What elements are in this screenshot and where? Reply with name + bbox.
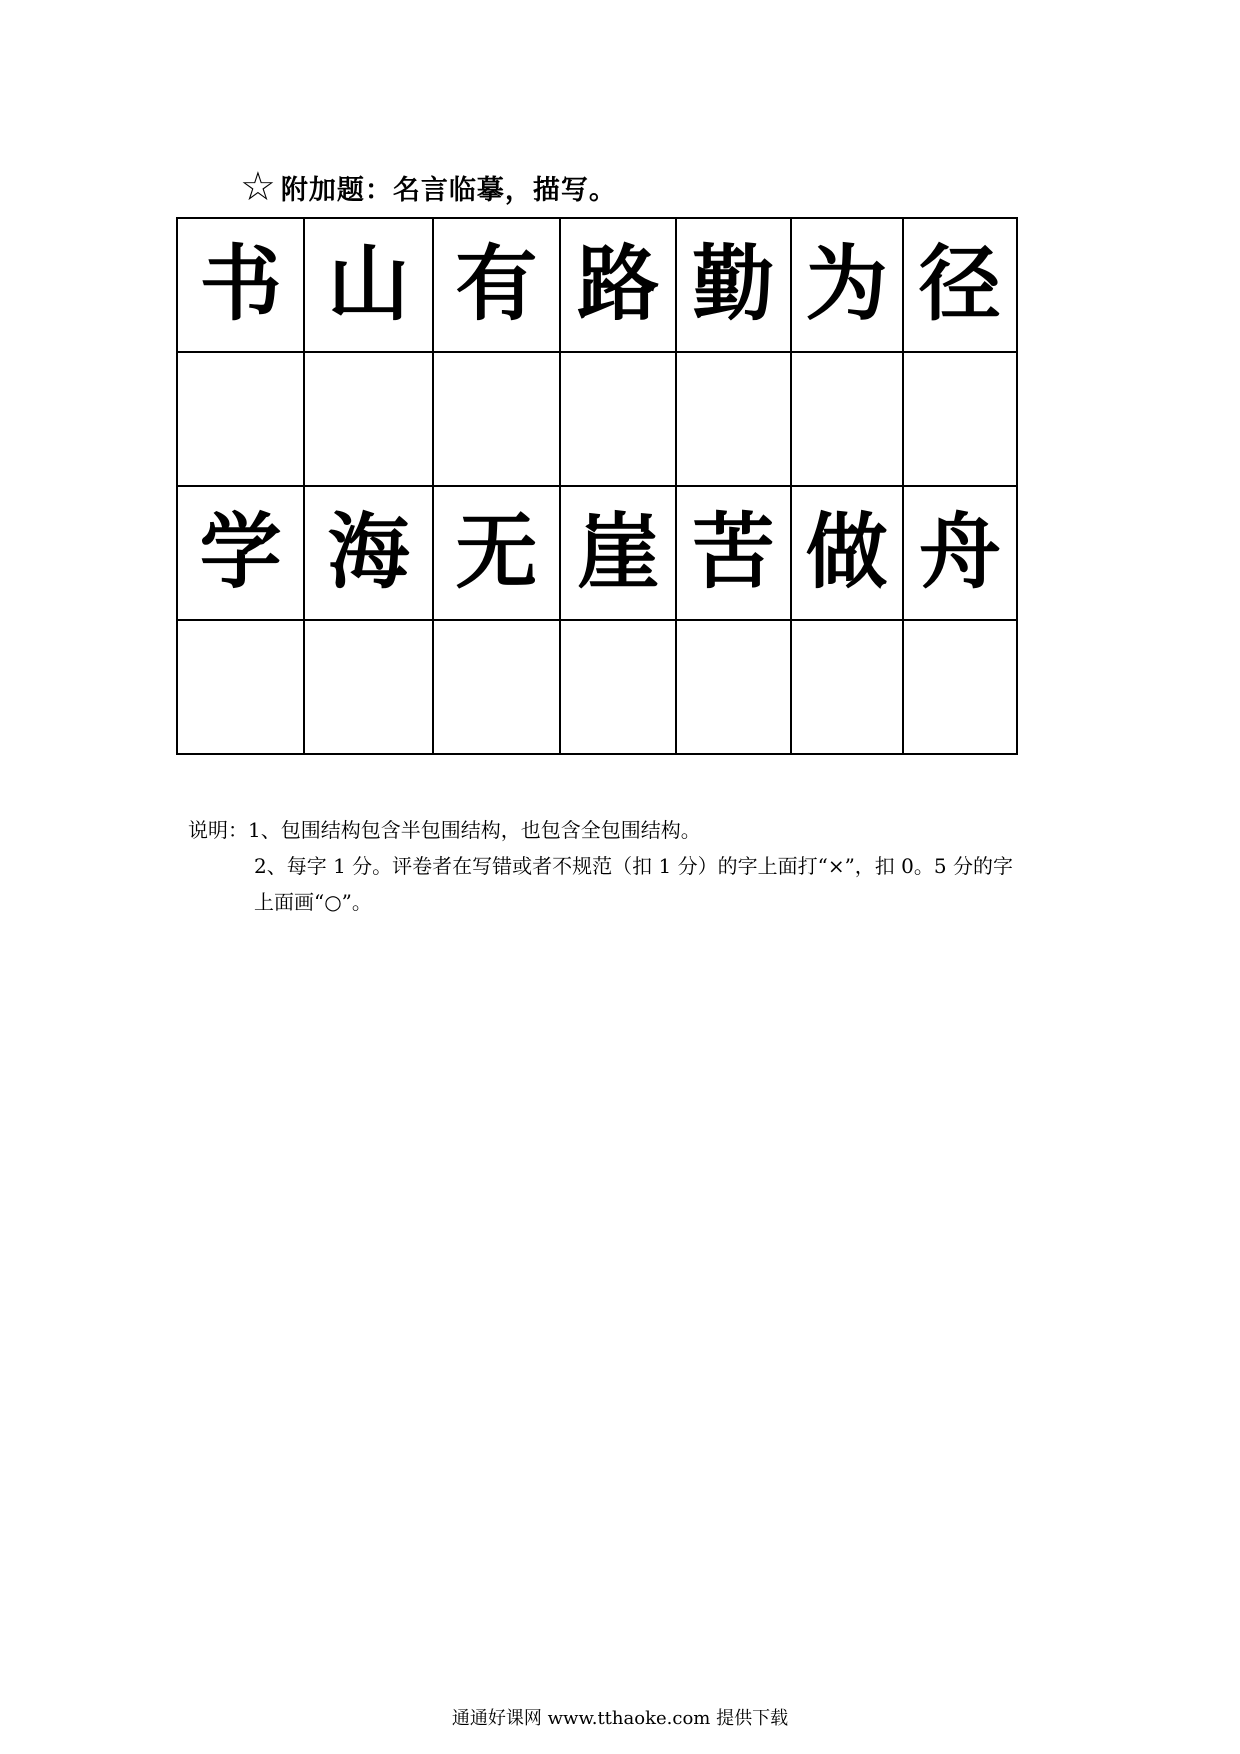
practice-cell[interactable]: [433, 352, 560, 486]
practice-cell[interactable]: [676, 352, 790, 486]
model-character: 苦: [692, 505, 775, 600]
instruction-line-3: 上面画“○”。: [254, 890, 372, 914]
practice-cell[interactable]: [560, 620, 676, 754]
model-character: 书: [199, 237, 282, 332]
model-character: 崖: [577, 505, 660, 600]
model-character: 径: [918, 237, 1001, 332]
model-cell: [433, 486, 560, 620]
model-cell: [177, 486, 304, 620]
practice-row-2: [177, 620, 1017, 754]
model-character: 做: [805, 505, 888, 600]
model-cell: [304, 218, 432, 352]
model-character: 无: [455, 505, 538, 600]
instructions: [188, 812, 1088, 920]
practice-cell[interactable]: [177, 352, 304, 486]
practice-row-1: [177, 352, 1017, 486]
star-icon: ☆: [240, 164, 277, 210]
model-character: 为: [805, 237, 888, 332]
model-cell: [433, 218, 560, 352]
practice-cell[interactable]: [791, 352, 903, 486]
model-cell: [791, 218, 903, 352]
model-row-2: [177, 486, 1017, 620]
model-row-1: [177, 218, 1017, 352]
model-cell: [676, 218, 790, 352]
model-character: 舟: [918, 505, 1001, 600]
practice-cell[interactable]: [791, 620, 903, 754]
model-character: 海: [327, 505, 410, 600]
practice-cell[interactable]: [676, 620, 790, 754]
model-character: 有: [455, 237, 538, 332]
practice-cell[interactable]: [560, 352, 676, 486]
practice-cell[interactable]: [433, 620, 560, 754]
practice-cell[interactable]: [304, 620, 432, 754]
model-cell: [304, 486, 432, 620]
practice-cell[interactable]: [903, 352, 1017, 486]
model-cell: [560, 218, 676, 352]
instruction-line-2: 2、每字 1 分。评卷者在写错或者不规范（扣 1 分）的字上面打“×”，扣 0。5 分的字: [254, 854, 1013, 878]
instruction-line-1: 说明：1、包围结构包含半包围结构，也包含全包围结构。: [188, 818, 701, 842]
tracing-grid: [176, 217, 1018, 755]
model-character: 学: [199, 505, 282, 600]
model-cell: [903, 486, 1017, 620]
practice-cell[interactable]: [903, 620, 1017, 754]
model-cell: [560, 486, 676, 620]
title-text: 附加题：名言临摹，描写。: [280, 174, 617, 206]
practice-cell[interactable]: [177, 620, 304, 754]
model-cell: [903, 218, 1017, 352]
model-cell: [177, 218, 304, 352]
model-cell: [791, 486, 903, 620]
model-character: 勤: [692, 237, 775, 332]
model-character: 山: [327, 237, 410, 332]
model-character: 路: [577, 237, 660, 332]
model-cell: [676, 486, 790, 620]
practice-cell[interactable]: [304, 352, 432, 486]
worksheet-title: [240, 164, 617, 210]
footer-credit: 通通好课网 www.tthaoke.com 提供下载: [451, 1708, 789, 1729]
